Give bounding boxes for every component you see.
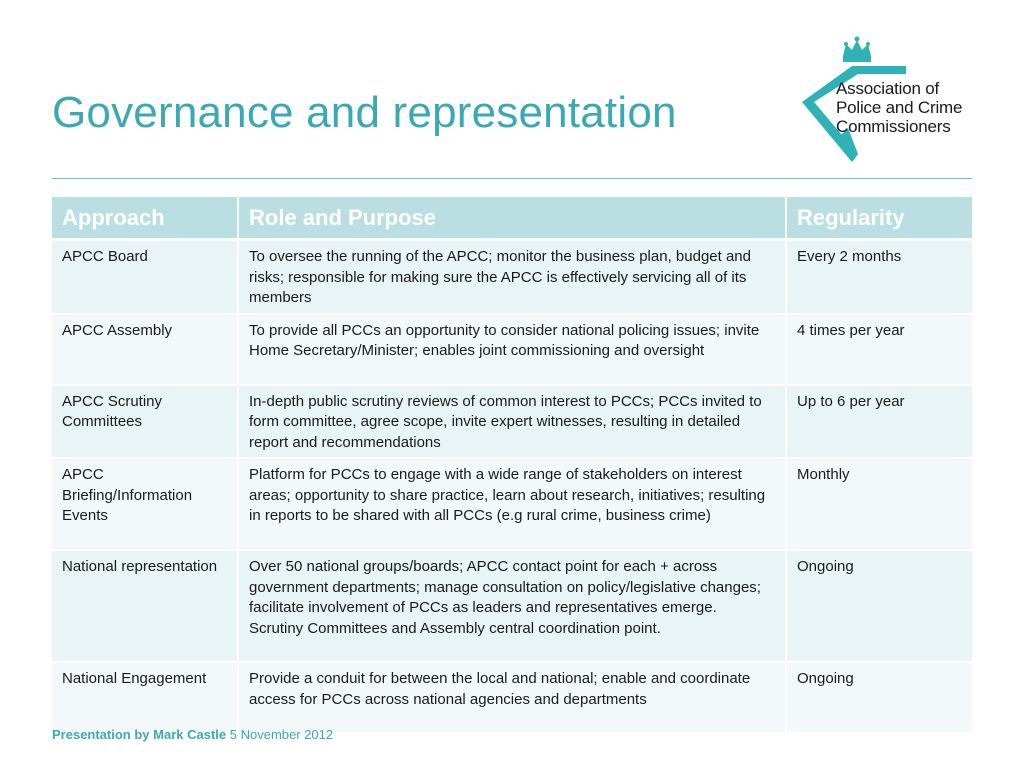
cell-approach: APCC Briefing/Information Events [52, 458, 238, 550]
cell-regularity: Ongoing [786, 662, 973, 733]
cell-regularity: Up to 6 per year [786, 385, 973, 459]
cell-approach: National representation [52, 550, 238, 662]
cell-role: In-depth public scrutiny reviews of common interest to PCCs; PCCs invited to form committee, agree scope, invite expert witnesses, resulting in detailed report and recommendations [238, 385, 786, 459]
table-row [52, 662, 973, 733]
header-role-and-purpose: Role and Purpose [238, 197, 786, 240]
footer-date: 5 November 2012 [229, 727, 334, 742]
apcc-logo [800, 36, 990, 166]
cell-approach: National Engagement [52, 662, 238, 733]
cell-regularity: Monthly [786, 458, 973, 550]
logo-line-1: Association of [836, 79, 940, 98]
logo-line-3: Commissioners [836, 117, 951, 136]
cell-regularity: Every 2 months [786, 240, 973, 314]
cell-role: Platform for PCCs to engage with a wide range of stakeholders on interest areas; opportunity to share practice, learn about research, initiatives; resulting in reports to be shared with all PCCs (e.g rural crime, business crime) [238, 458, 786, 550]
cell-approach: APCC Assembly [52, 314, 238, 385]
cell-regularity: Ongoing [786, 550, 973, 662]
cell-regularity: 4 times per year [786, 314, 973, 385]
cell-role: Provide a conduit for between the local and national; enable and coordinate access for PCCs across national agencies and departments [238, 662, 786, 733]
slide-footer [52, 727, 333, 742]
cell-role: Over 50 national groups/boards; APCC contact point for each + across government departments; manage consultation on policy/legislative changes; facilitate involvement of PCCs as leaders and representatives emerge. Scrutiny Committees and Assembly central coordination point. [238, 550, 786, 662]
table-row [52, 314, 973, 385]
slide-title: Governance and representation [52, 88, 677, 137]
table-row [52, 240, 973, 314]
governance-table [52, 197, 974, 734]
cell-approach: APCC Scrutiny Committees [52, 385, 238, 459]
table-header-row [52, 197, 973, 240]
table-row [52, 458, 973, 550]
header-approach: Approach [52, 197, 238, 240]
cell-role: To provide all PCCs an opportunity to consider national policing issues; invite Home Secretary/Minister; enables joint commissioning and oversight [238, 314, 786, 385]
title-divider [52, 178, 972, 179]
logo-line-2: Police and Crime [836, 98, 963, 117]
cell-role: To oversee the running of the APCC; monitor the business plan, budget and risks; responsible for making sure the APCC is effectively servicing all of its members [238, 240, 786, 314]
cell-approach: APCC Board [52, 240, 238, 314]
logo-wordmark [836, 79, 986, 136]
header-regularity: Regularity [786, 197, 973, 240]
footer-author: Presentation by Mark Castle [52, 727, 227, 742]
table-row [52, 550, 973, 662]
table-row [52, 385, 973, 459]
